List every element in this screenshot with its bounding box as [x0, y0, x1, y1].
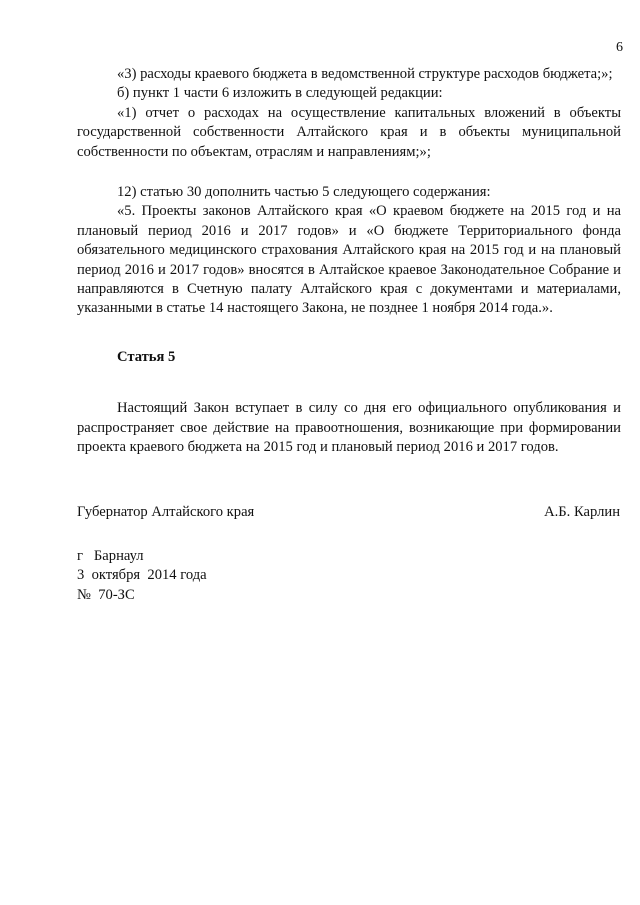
- footer-date: 3 октября 2014 года: [77, 567, 207, 584]
- paragraph-item-1-report: «1) отчет о расходах на осуществление капитальных вложений в объекты государственной собственности Алтайского края и в объекты муниципальной собственности по объектам, отраслям и направлениям;»;: [77, 104, 621, 160]
- signatory-title: Губернатор Алтайского края: [77, 504, 255, 520]
- paragraph-amendment-b: б) пункт 1 части 6 изложить в следующей редакции:: [117, 85, 443, 102]
- paragraph-spacer: [77, 319, 621, 348]
- paragraph-spacer: [77, 162, 621, 183]
- paragraph-part-5-text: «5. Проекты законов Алтайского края «О краевом бюджете на 2015 год и на плановый период 2016 и 2017 годов» и «О бюджете Территориального фонда обязательного медицинского страхования Алтайского края на 2015 год и на плановый период 2016 и 2017 годов» вносятся в Алтайское краевое Законодательное Собрание и направляются в Счетную палату Алтайского края с документами и материалами, указанными в статье 14 настоящего Закона, не позднее 1 ноября 2014 года.».: [77, 203, 621, 317]
- signature-block: [77, 503, 620, 522]
- paragraph-entry-into-force: Настоящий Закон вступает в силу со дня его официального опубликования и распространяет свое действие на правоотношения, возникающие при формировании проекта краевого бюджета на 2015 год и плановый период 2016 и 2017 годов.: [77, 400, 621, 456]
- paragraph-item-3-expenses: «3) расходы краевого бюджета в ведомственной структуре расходов бюджета;»;: [117, 66, 613, 82]
- footer-law-number: № 70-ЗС: [77, 586, 135, 603]
- page-number: 6: [616, 40, 623, 55]
- footer-city: г Барнаул: [77, 548, 144, 564]
- article-heading: Статья 5: [117, 348, 176, 365]
- paragraph-spacer: [77, 367, 621, 399]
- signatory-name: А.Б. Карлин: [544, 504, 620, 520]
- document-footer: [77, 547, 207, 605]
- document-body: [77, 65, 621, 458]
- paragraph-amendment-12: 12) статью 30 дополнить частью 5 следующего содержания:: [117, 184, 491, 201]
